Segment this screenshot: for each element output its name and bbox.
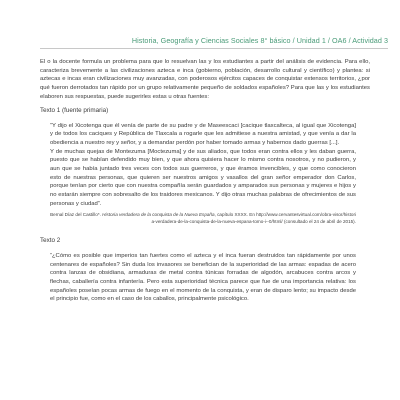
document-body (40, 58, 370, 304)
text2-quote (50, 252, 356, 304)
source-author: Bernal Díaz del Castillo*. (50, 211, 101, 217)
text1-quote (50, 122, 356, 209)
source-rest: , capítulo XXXX. En http://www.cervantesvirtual.com/obra-visor/historia-verdadera-de-la-conquista-de-la-nueva-espana-tomo-i--0/html/ (consultado el 24 de abril de 2015). (151, 211, 356, 224)
intro-paragraph: El o la docente formula un problema para que lo resuelvan las y los estudiantes a partir del análisis de evidencia. Para ello, caracteriza brevemente a las civilizaciones azteca e inca (gobierno, población, desarrollo cultural y científico) y plantea: si aztecas e incas eran civilizaciones muy avanzadas, con poderosos ejércitos capaces de conquistar extensos territorios, ¿por qué fueron derrotados tan rápido por un grupo relativamente pequeño de soldados españoles? Para que las y los estudiantes elaboren sus respuestas, puede sugerirles estas u otras fuentes: (40, 59, 370, 100)
source-title: Historia verdadera de la conquista de la Nueva España (102, 211, 215, 217)
text2-quote-paragraph: “¿Cómo es posible que imperios tan fuertes como el azteca y el inca fueran destruidos tan rápidamente por unos centenares de españoles? Sin duda los invasores se benefician de la superioridad de las armas: espadas de acero contra lanzas de obsidiana, armaduras de metal contra túnicas forradas de algodón, arcabuces contra arcos y flechas, caballería contra infantería. Pero esta superioridad técnica parece que fue de una importancia relativa: los españoles poseían pocas armas de fuego en el momento de la conquista, y eran de disparo lento; su impacto desde el principio fue, como en el caso de los caballos, principalmente psicológico. (50, 252, 356, 303)
text1-source-citation (50, 211, 356, 225)
header-divider (40, 48, 388, 49)
header-blank-area (6, 0, 96, 38)
text1-quote-paragraph-1: “Y dijo el Xicotenga que él venía de parte de su padre y de Maseescaci [cacique tlaxcalteca, al igual que Xicotenga] y de todos los caciques y República de Tlaxcala a rogarle que les admitiese a nuestra amistad, y que venía a dar la obediencia a nuestro rey y señor, y a demandar perdón por haber tomado armas y habernos dado guerras [...]. (50, 122, 356, 146)
text1-quote-paragraph-2: Y de muchas quejas de Montezuma [Moctezuma] y de sus aliados, que todos eran contra ellos y les daban guerra, puesto que se habían defendido muy bien, y que ahora quisiera hacer lo mismo contra nosotros, y no pudieron, y aun que se había juntado tres veces con todos sus guerreros, y que éramos invencibles, y que como conocieron esto de nuestras personas, que quieren ser nuestros amigos y vasallos del gran señor emperador don Carlos, porque tenían por cierto que con nuestra compañía serán guardados y amparados sus personas y mujeres e hijos y no estarán siempre con sobresalto de los traidores mexicanos. Y dijo otras muchas palabras de ofrecimientos de sus personas y ciudad”. (50, 148, 356, 207)
text2-title: Texto 2 (40, 236, 61, 244)
page-header-breadcrumb: Historia, Geografía y Ciencias Sociales 8° básico / Unidad 1 / OA6 / Actividad 3 (131, 36, 388, 45)
text1-title: Texto 1 (fuente primaria) (40, 106, 109, 114)
